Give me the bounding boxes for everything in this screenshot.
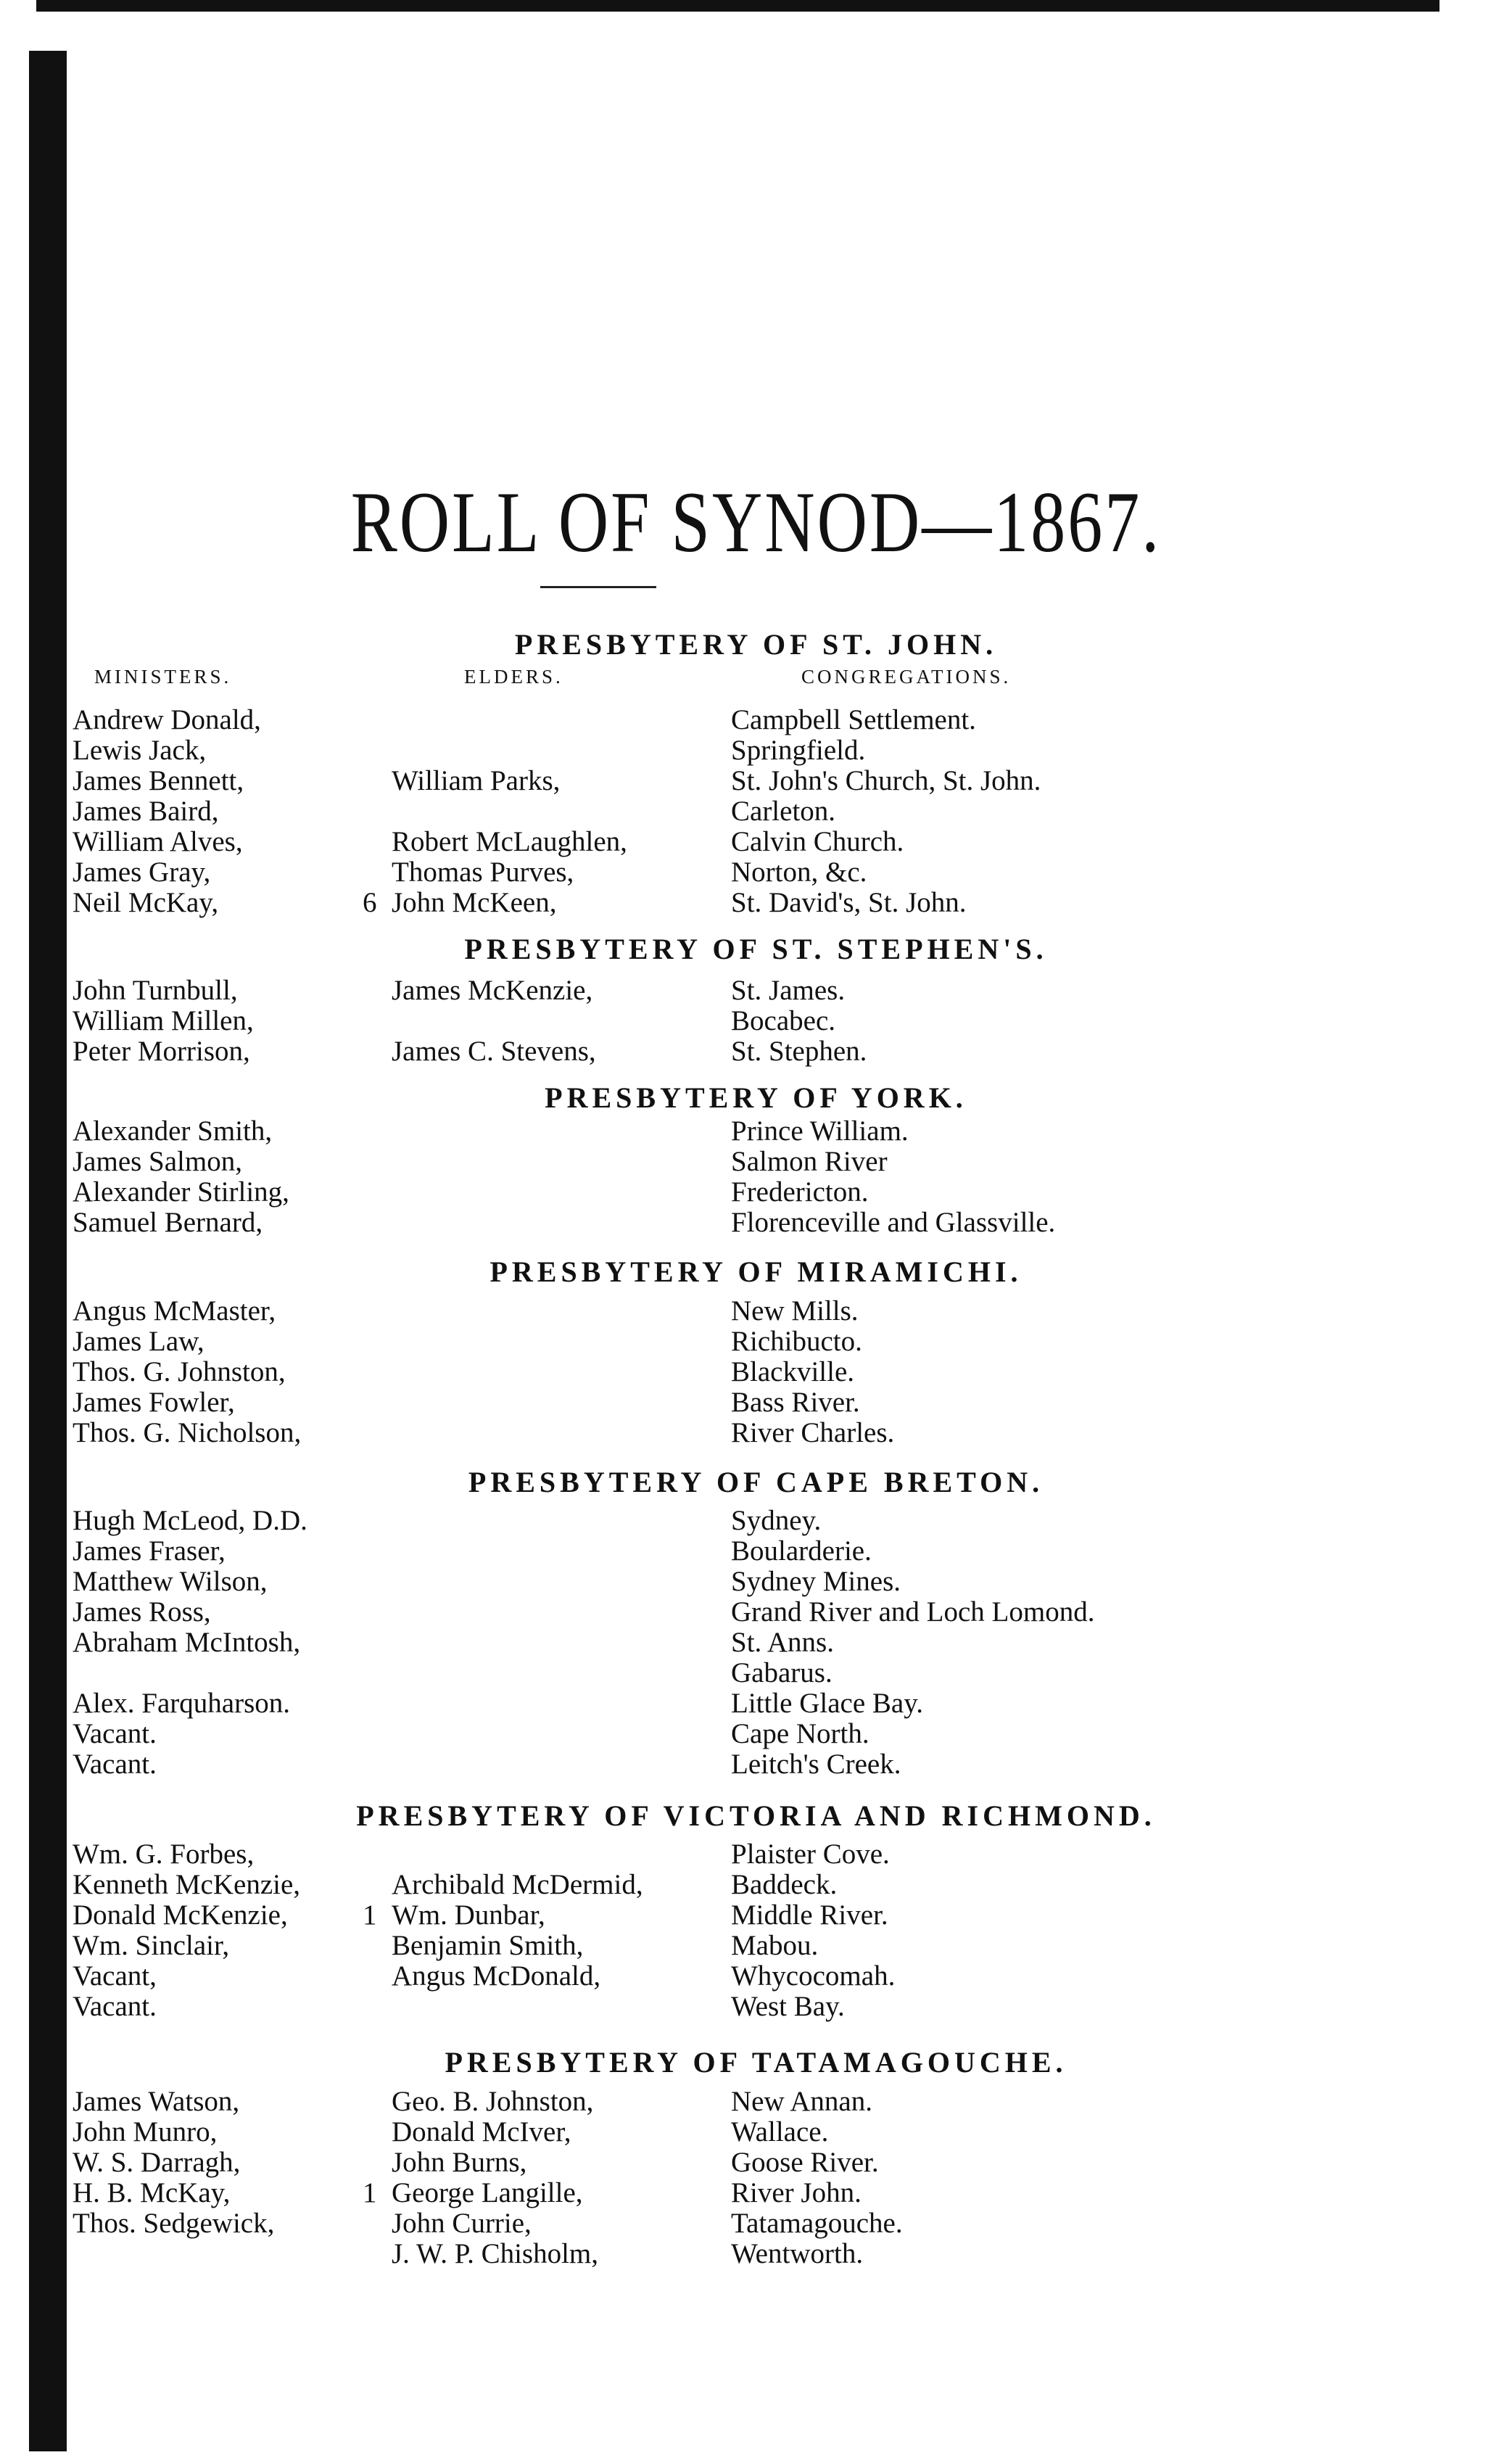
minister-name: Lewis Jack,	[73, 735, 207, 766]
congregation-name: Prince William.	[731, 1115, 909, 1147]
minister-name: Vacant.	[73, 1718, 157, 1749]
elder-name: J. W. P. Chisholm,	[392, 2238, 599, 2269]
congregation-name: Whycocomah.	[731, 1960, 896, 1992]
congregation-name: Baddeck.	[731, 1869, 838, 1900]
congregation-name: Wallace.	[731, 2116, 829, 2147]
congregation-name: River John.	[731, 2177, 862, 2208]
congregation-name: New Mills.	[731, 1295, 859, 1326]
elder-name: John McKeen,	[392, 887, 557, 918]
elder-name: Donald McIver,	[392, 2116, 571, 2147]
minister-name: Thos. G. Nicholson,	[73, 1417, 302, 1448]
elder-name: George Langille,	[392, 2177, 583, 2208]
congregation-name: River Charles.	[731, 1417, 895, 1448]
congregation-name: Tatamagouche.	[731, 2208, 903, 2239]
minister-name: Wm. G. Forbes,	[73, 1839, 255, 1870]
elder-count: 1	[363, 2177, 377, 2208]
minister-name: Alexander Smith,	[73, 1115, 273, 1147]
congregation-name: Sydney.	[731, 1505, 822, 1536]
minister-name: Abraham McIntosh,	[73, 1627, 301, 1658]
minister-name: H. B. McKay,	[73, 2177, 231, 2208]
minister-name: James Law,	[73, 1326, 205, 1357]
minister-name: Thos. G. Johnston,	[73, 1356, 286, 1387]
title-divider	[540, 586, 656, 588]
congregation-name: St. John's Church, St. John.	[731, 765, 1041, 796]
minister-name: William Alves,	[73, 826, 243, 857]
page-title: ROLL OF SYNOD—1867.	[350, 473, 1162, 571]
presbytery-heading: PRESBYTERY OF ST. STEPHEN'S.	[464, 933, 1048, 965]
minister-name: Andrew Donald,	[73, 704, 261, 735]
presbytery-heading: PRESBYTERY OF ST. JOHN.	[514, 628, 998, 661]
congregation-name: Little Glace Bay.	[731, 1688, 923, 1719]
minister-name: Vacant,	[73, 1960, 157, 1992]
minister-name: Matthew Wilson,	[73, 1566, 268, 1597]
elders-header: ELDERS.	[464, 666, 563, 688]
minister-name: Hugh McLeod, D.D.	[73, 1505, 307, 1536]
minister-name: James Baird,	[73, 796, 219, 827]
minister-name: Neil McKay,	[73, 887, 219, 918]
congregation-name: Springfield.	[731, 735, 866, 766]
congregation-name: Salmon River	[731, 1146, 888, 1177]
congregation-name: Grand River and Loch Lomond.	[731, 1596, 1095, 1627]
congregation-name: Boularderie.	[731, 1535, 872, 1567]
minister-name: James Fraser,	[73, 1535, 226, 1567]
elder-name: Robert McLaughlen,	[392, 826, 627, 857]
congregation-name: St. Stephen.	[731, 1036, 867, 1067]
minister-name: John Munro,	[73, 2116, 218, 2147]
top-border-rule	[36, 0, 1439, 12]
minister-name: Samuel Bernard,	[73, 1207, 263, 1238]
congregation-name: Goose River.	[731, 2147, 879, 2178]
congregation-name: Calvin Church.	[731, 826, 904, 857]
elder-name: Thomas Purves,	[392, 857, 574, 888]
elder-name: William Parks,	[392, 765, 561, 796]
minister-name: Alex. Farquharson.	[73, 1688, 291, 1719]
congregation-name: Richibucto.	[731, 1326, 862, 1357]
elder-name: Angus McDonald,	[392, 1960, 601, 1992]
ministers-header: MINISTERS.	[94, 666, 232, 688]
minister-name: James Ross,	[73, 1596, 211, 1627]
minister-name: Donald McKenzie,	[73, 1899, 288, 1931]
congregation-name: Campbell Settlement.	[731, 704, 976, 735]
congregation-name: Bocabec.	[731, 1005, 836, 1036]
elder-count: 6	[363, 887, 377, 918]
congregation-name: Norton, &c.	[731, 857, 867, 888]
elder-name: Archibald McDermid,	[392, 1869, 643, 1900]
congregation-name: New Annan.	[731, 2086, 872, 2117]
congregation-name: West Bay.	[731, 1991, 845, 2022]
elder-name: Benjamin Smith,	[392, 1930, 584, 1961]
elder-name: John Burns,	[392, 2147, 527, 2178]
minister-name: Kenneth McKenzie,	[73, 1869, 301, 1900]
congregation-name: Gabarus.	[731, 1657, 833, 1688]
minister-name: Peter Morrison,	[73, 1036, 250, 1067]
presbytery-heading: PRESBYTERY OF YORK.	[545, 1081, 967, 1114]
minister-name: Vacant.	[73, 1749, 157, 1780]
minister-name: Angus McMaster,	[73, 1295, 276, 1326]
minister-name: James Salmon,	[73, 1146, 242, 1177]
presbytery-heading: PRESBYTERY OF CAPE BRETON.	[468, 1466, 1044, 1498]
congregation-name: St. David's, St. John.	[731, 887, 967, 918]
minister-name: Vacant.	[73, 1991, 157, 2022]
congregation-name: Cape North.	[731, 1718, 869, 1749]
congregation-name: Bass River.	[731, 1387, 860, 1418]
minister-name: John Turnbull,	[73, 975, 238, 1006]
elder-name: James McKenzie,	[392, 975, 593, 1006]
minister-name: Thos. Sedgewick,	[73, 2208, 275, 2239]
presbytery-heading: PRESBYTERY OF TATAMAGOUCHE.	[445, 2046, 1067, 2079]
congregation-name: Mabou.	[731, 1930, 819, 1961]
congregation-name: Fredericton.	[731, 1176, 869, 1208]
minister-name: James Bennett,	[73, 765, 244, 796]
congregation-name: Carleton.	[731, 796, 836, 827]
congregation-name: Middle River.	[731, 1899, 888, 1931]
minister-name: William Millen,	[73, 1005, 254, 1036]
presbytery-heading: PRESBYTERY OF VICTORIA AND RICHMOND.	[356, 1799, 1156, 1832]
elder-name: Geo. B. Johnston,	[392, 2086, 594, 2117]
congregation-name: Plaister Cove.	[731, 1839, 890, 1870]
congregation-name: Florenceville and Glassville.	[731, 1207, 1056, 1238]
congregation-name: St. James.	[731, 975, 846, 1006]
minister-name: W. S. Darragh,	[73, 2147, 241, 2178]
minister-name: Alexander Stirling,	[73, 1176, 289, 1208]
congregation-name: St. Anns.	[731, 1627, 834, 1658]
congregation-name: Wentworth.	[731, 2238, 864, 2269]
presbytery-heading: PRESBYTERY OF MIRAMICHI.	[489, 1255, 1023, 1288]
left-border-rule	[29, 51, 67, 2451]
minister-name: James Fowler,	[73, 1387, 235, 1418]
congregations-header: CONGREGATIONS.	[801, 666, 1012, 688]
minister-name: Wm. Sinclair,	[73, 1930, 230, 1961]
congregation-name: Sydney Mines.	[731, 1566, 901, 1597]
elder-name: James C. Stevens,	[392, 1036, 596, 1067]
congregation-name: Leitch's Creek.	[731, 1749, 901, 1780]
elder-name: Wm. Dunbar,	[392, 1899, 545, 1931]
minister-name: James Gray,	[73, 857, 211, 888]
elder-name: John Currie,	[392, 2208, 532, 2239]
elder-count: 1	[363, 1899, 377, 1931]
minister-name: James Watson,	[73, 2086, 240, 2117]
congregation-name: Blackville.	[731, 1356, 855, 1387]
